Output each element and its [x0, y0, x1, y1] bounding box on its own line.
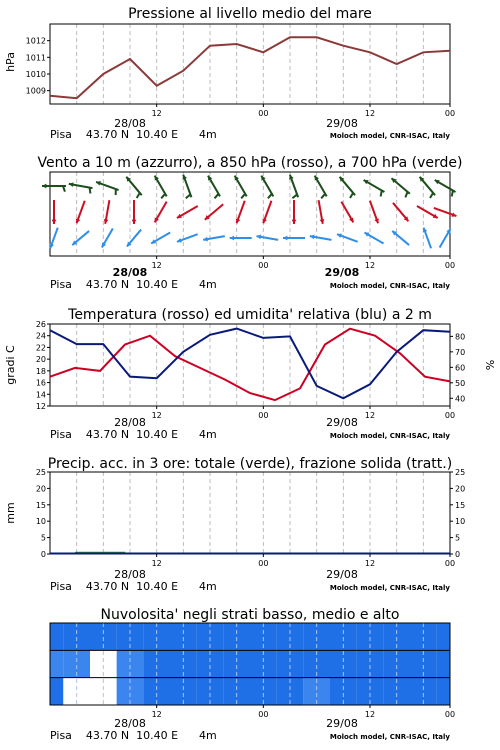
- pressure-line: [50, 37, 450, 98]
- precip-x-tick-label: 12: [364, 559, 376, 568]
- pressure-ylabel: hPa: [4, 52, 17, 72]
- temp-y-tick-label: 26: [35, 320, 46, 329]
- wind-arrowhead: [292, 220, 297, 224]
- pressure-credit: Moloch model, CNR-ISAC, Italy: [329, 132, 450, 140]
- wind-barb-10m: [127, 230, 141, 247]
- temp-plot: [50, 329, 450, 401]
- wind-barb-850hpa: [292, 200, 297, 224]
- wind-panel: [37, 155, 462, 291]
- wind-feather: [430, 193, 433, 198]
- wind-title: Vento a 10 m (azzurro), a 850 hPa (rosso), a 700 hPa (verde): [37, 155, 463, 171]
- temp-y-tick-label: 20: [35, 355, 46, 365]
- precip-plot: [50, 553, 450, 554]
- wind-x-tick-label: 00: [258, 261, 269, 270]
- wind-location: Pisa 43.70 N 10.40 E 4m: [50, 278, 217, 291]
- temp-title: Temperatura (rosso) ed umidita' relativa (blu) a 2 m: [68, 307, 432, 323]
- wind-barb-10m: [49, 228, 57, 249]
- cloud-x-ticks: [152, 705, 456, 719]
- cloud-cell-basso: [50, 678, 63, 705]
- temp-date-2: 29/08: [326, 416, 358, 429]
- precip-y-ticks-right: [450, 468, 465, 559]
- wind-barb-850hpa: [76, 201, 85, 224]
- wind-feather: [215, 194, 219, 199]
- wind-barb-700hpa: [420, 177, 435, 198]
- precip-y-tick-label: 0: [40, 550, 46, 559]
- wind-barb-850hpa: [236, 201, 245, 224]
- precip-y-tick-label: 20: [35, 484, 46, 494]
- precip-x-tick-label: 00: [258, 559, 269, 568]
- wind-barb-700hpa: [435, 180, 456, 196]
- wind-barb-10m: [177, 234, 198, 242]
- wind-arrowhead: [283, 236, 287, 241]
- wind-barb-10m: [230, 236, 252, 241]
- temp-credit: Moloch model, CNR-ISAC, Italy: [329, 432, 450, 440]
- wind-barb-850hpa: [341, 202, 353, 223]
- cloud-plot: [50, 623, 450, 705]
- temp-y-tick-label: 24: [35, 331, 46, 341]
- precip-x-tick-label: 12: [151, 559, 162, 568]
- wind-arrowhead: [132, 220, 137, 224]
- wind-x-ticks: [152, 256, 456, 270]
- cloud-x-tick-label: 12: [151, 710, 162, 719]
- wind-feather: [241, 194, 245, 199]
- pressure-y-tick-label: 1012: [25, 36, 46, 46]
- wind-barb-850hpa: [205, 204, 223, 219]
- pressure-x-tick-label: 12: [151, 109, 162, 118]
- precip-y-ticks: [36, 468, 50, 559]
- humidity-y-tick-label: 50: [455, 378, 466, 388]
- temp-y-tick-label: 16: [35, 378, 46, 388]
- wind-barb-850hpa: [132, 200, 137, 224]
- wind-barb-850hpa: [262, 201, 271, 224]
- precip-y-right-tick-label: 10: [455, 517, 466, 527]
- wind-barb-850hpa: [177, 206, 198, 218]
- wind-barb-10m: [364, 233, 383, 244]
- wind-feather: [186, 194, 191, 198]
- wind-plot: [42, 175, 456, 249]
- pressure-y-tick-label: 1010: [25, 70, 46, 79]
- wind-frame: [50, 172, 450, 256]
- wind-barb-10m: [203, 236, 225, 241]
- pressure-y-tick-label: 1009: [25, 86, 46, 96]
- wind-arrowhead: [230, 236, 234, 241]
- wind-barb-10m: [423, 228, 431, 249]
- pressure-plot: [50, 37, 450, 98]
- wind-feather: [137, 193, 140, 198]
- cloud-cell-basso: [437, 678, 450, 705]
- precip-y-tick-label: 10: [35, 517, 46, 527]
- temp-x-ticks: [152, 406, 456, 420]
- humidity-y-tick-label: 70: [455, 347, 466, 357]
- wind-barb-850hpa: [370, 201, 379, 224]
- wind-barb-850hpa: [434, 208, 457, 217]
- wind-barb-850hpa: [52, 200, 57, 224]
- precip-y-right-tick-label: 0: [455, 550, 461, 559]
- wind-barb-10m: [283, 236, 305, 241]
- temp-x-tick-label: 12: [151, 411, 162, 420]
- wind-barb-700hpa: [96, 181, 119, 195]
- wind-barb-700hpa: [391, 178, 409, 197]
- humidity-y-tick-label: 60: [455, 363, 466, 373]
- wind-barb-850hpa: [393, 203, 408, 221]
- pressure-y-ticks: [26, 37, 50, 96]
- temp-ylabel: gradi C: [4, 345, 17, 385]
- pressure-frame: [50, 24, 450, 104]
- wind-x-tick-label: 00: [444, 261, 456, 270]
- precip-credit: Moloch model, CNR-ISAC, Italy: [329, 584, 450, 592]
- precip-x-ticks: [152, 554, 456, 568]
- precip-grid: [77, 472, 424, 554]
- wind-barb-10m: [337, 233, 358, 241]
- humidity-y-tick-label: 80: [455, 332, 466, 342]
- pressure-date-2: 29/08: [326, 117, 358, 130]
- cloud-cell-medio: [50, 650, 63, 677]
- precip-location: Pisa 43.70 N 10.40 E 4m: [50, 580, 217, 593]
- pressure-x-tick-label: 00: [258, 109, 269, 118]
- wind-arrowhead: [42, 184, 46, 189]
- cloud-date-1: 28/08: [114, 717, 146, 730]
- wind-feather: [405, 192, 407, 198]
- wind-x-tick-label: 12: [364, 261, 376, 270]
- cloud-x-tick-label: 00: [258, 710, 269, 719]
- wind-barb-10m: [151, 233, 170, 244]
- precip-panel: [4, 456, 465, 593]
- temp-y-ticks: [36, 320, 50, 411]
- wind-barb-10m: [72, 231, 89, 245]
- wind-feather: [381, 191, 382, 197]
- wind-barb-700hpa: [340, 177, 355, 198]
- precip-x-tick-label: 00: [444, 559, 456, 568]
- wind-feather: [452, 191, 453, 197]
- temp-location: Pisa 43.70 N 10.40 E 4m: [50, 428, 217, 441]
- cloud-cell-medio: [437, 650, 450, 677]
- humidity-y-tick-label: 40: [455, 394, 466, 404]
- precip-frame: [50, 472, 450, 554]
- pressure-location: Pisa 43.70 N 10.40 E 4m: [50, 128, 217, 141]
- temp-humidity-panel: [4, 307, 496, 441]
- humidity-line: [50, 329, 450, 399]
- wind-barb-10m: [440, 228, 451, 247]
- humidity-y-ticks: [450, 332, 465, 403]
- wind-feather: [321, 194, 325, 199]
- wind-date-2: 29/08: [324, 266, 360, 279]
- precip-ylabel: mm: [4, 502, 17, 524]
- precip-y-tick-label: 5: [40, 533, 46, 543]
- wind-barb-10m: [310, 234, 332, 239]
- temp-date-1: 28/08: [114, 416, 146, 429]
- precip-y-tick-label: 25: [35, 468, 46, 477]
- temp-x-tick-label: 00: [258, 411, 269, 420]
- pressure-title: Pressione al livello medio del mare: [128, 6, 372, 22]
- pressure-x-tick-label: 12: [364, 109, 376, 118]
- cloud-cell-alto: [50, 623, 63, 650]
- cloud-x-tick-label: 12: [364, 710, 376, 719]
- wind-feather: [268, 194, 272, 199]
- cloud-title: Nuvolosita' negli strati basso, medio e alto: [100, 607, 400, 623]
- cloud-credit: Moloch model, CNR-ISAC, Italy: [329, 733, 450, 741]
- pressure-grid: [77, 24, 424, 104]
- cloud-panel: [50, 607, 455, 742]
- precip-y-tick-label: 15: [35, 500, 46, 510]
- precip-y-right-tick-label: 15: [455, 500, 466, 510]
- temp-x-tick-label: 00: [444, 411, 456, 420]
- wind-feather: [292, 194, 297, 198]
- pressure-date-1: 28/08: [114, 117, 146, 130]
- cloud-date-2: 29/08: [326, 717, 358, 730]
- wind-arrowhead: [52, 220, 57, 224]
- temp-y-tick-label: 14: [35, 390, 46, 400]
- temp-y-tick-label: 22: [35, 343, 46, 353]
- wind-date-1: 28/08: [112, 266, 148, 279]
- wind-barb-700hpa: [69, 182, 93, 193]
- wind-x-tick-label: 12: [151, 261, 162, 270]
- wind-credit: Moloch model, CNR-ISAC, Italy: [329, 282, 450, 290]
- wind-feather: [161, 194, 165, 199]
- wind-barb-850hpa: [319, 200, 325, 224]
- temp-y-tick-label: 18: [35, 366, 46, 376]
- pressure-x-tick-label: 00: [444, 109, 456, 118]
- wind-barb-700hpa: [364, 180, 385, 196]
- wind-barb-10m: [392, 231, 409, 245]
- cloud-x-tick-label: 00: [444, 710, 456, 719]
- precip-y-right-tick-label: 25: [455, 468, 466, 477]
- wind-barb-700hpa: [126, 177, 141, 198]
- pressure-x-ticks: [152, 104, 456, 118]
- temp-x-tick-label: 12: [364, 411, 376, 420]
- cloud-location: Pisa 43.70 N 10.40 E 4m: [50, 729, 217, 742]
- wind-barb-10m: [257, 234, 279, 239]
- precip-date-2: 29/08: [326, 568, 358, 581]
- precip-date-1: 28/08: [114, 568, 146, 581]
- precip-y-right-tick-label: 5: [455, 533, 461, 543]
- cloud-cell-alto: [437, 623, 450, 650]
- wind-feather: [90, 188, 91, 194]
- precip-y-right-tick-label: 20: [455, 484, 466, 494]
- pressure-panel: [4, 6, 455, 141]
- temp-y-tick-label: 12: [35, 402, 46, 411]
- wind-feather: [350, 193, 353, 198]
- precip-title: Precip. acc. in 3 ore: totale (verde), frazione solida (tratt.): [47, 456, 453, 472]
- wind-barb-700hpa: [42, 184, 66, 192]
- wind-barb-850hpa: [155, 202, 167, 223]
- pressure-y-tick-label: 1011: [25, 53, 46, 63]
- humidity-ylabel: %: [483, 359, 496, 371]
- temperature-line: [50, 329, 450, 400]
- wind-barb-850hpa: [104, 200, 110, 224]
